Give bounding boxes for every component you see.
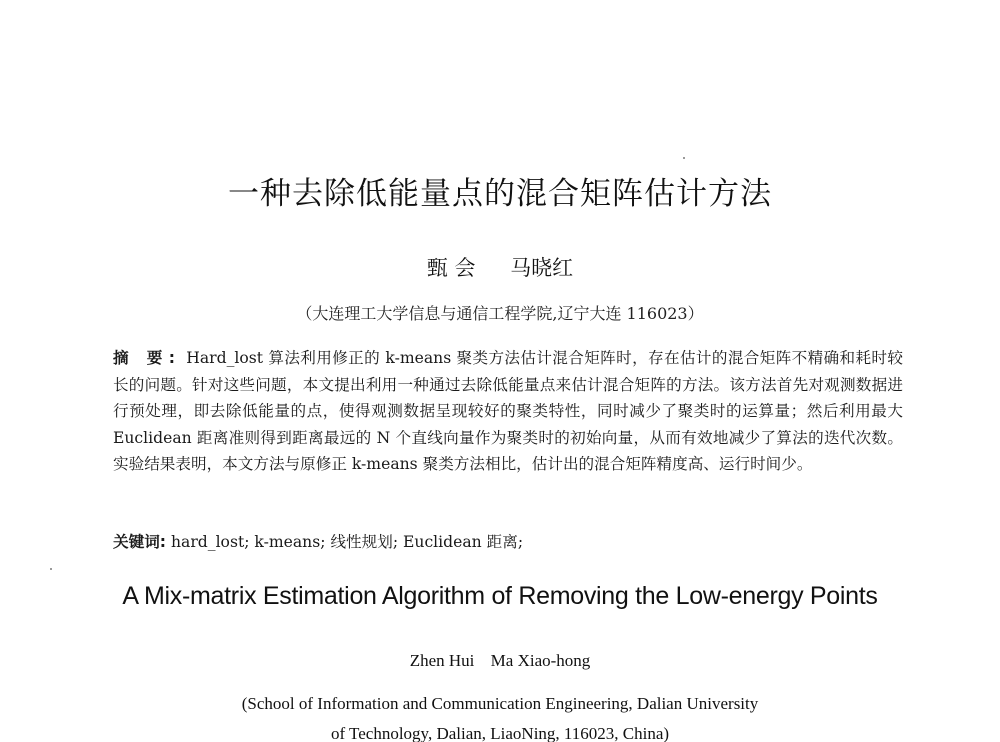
- authors-en: [0, 651, 1000, 671]
- abstract-label: 摘 要:: [113, 349, 181, 367]
- keywords-label: 关键词:: [113, 533, 167, 551]
- abstract-cn: [113, 345, 903, 478]
- scan-speck: [683, 157, 685, 159]
- author-en-1: Zhen Hui: [409, 651, 475, 670]
- affiliation-cn: （大连理工大学信息与通信工程学院,辽宁大连 116023）: [296, 304, 704, 323]
- paper-title-cn: 一种去除低能量点的混合矩阵估计方法: [228, 176, 772, 212]
- keywords-cn: [113, 530, 903, 552]
- paper-title-en: A Mix-matrix Estimation Algorithm of Removing the Low-energy Points: [122, 582, 878, 610]
- author-en-2: Ma Xiao-hong: [490, 651, 591, 670]
- keywords-text: hard_lost; k-means; 线性规划; Euclidean 距离;: [171, 533, 524, 551]
- author-cn-1: 甄 会: [426, 256, 476, 280]
- affiliation-en-line-2: of Technology, Dalian, LiaoNing, 116023, China): [330, 724, 670, 742]
- author-cn-2: 马晓红: [510, 256, 574, 280]
- authors-cn: [0, 252, 1000, 282]
- scan-speck: [50, 568, 52, 570]
- abstract-text: Hard_lost 算法利用修正的 k-means 聚类方法估计混合矩阵时，存在估计的混合矩阵不精确和耗时较长的问题。针对这些问题，本文提出利用一种通过去除低能量点来估计混合矩阵的方法。该方法首先对观测数据进行预处理，即去除低能量的点，使得观测数据呈现较好的聚类特性，同时减少了聚类时的运算量；然后利用最大 Euclidean 距离准则得到距离最远的 N 个直线向量作为聚类时的初始向量，从而有效地减少了算法的迭代次数。实验结果表明，本文方法与原修正 k-means 聚类方法相比，估计出的混合矩阵精度高、运行时间少。: [113, 349, 903, 473]
- affiliation-en-line-1: (School of Information and Communication Engineering, Dalian University: [241, 694, 759, 713]
